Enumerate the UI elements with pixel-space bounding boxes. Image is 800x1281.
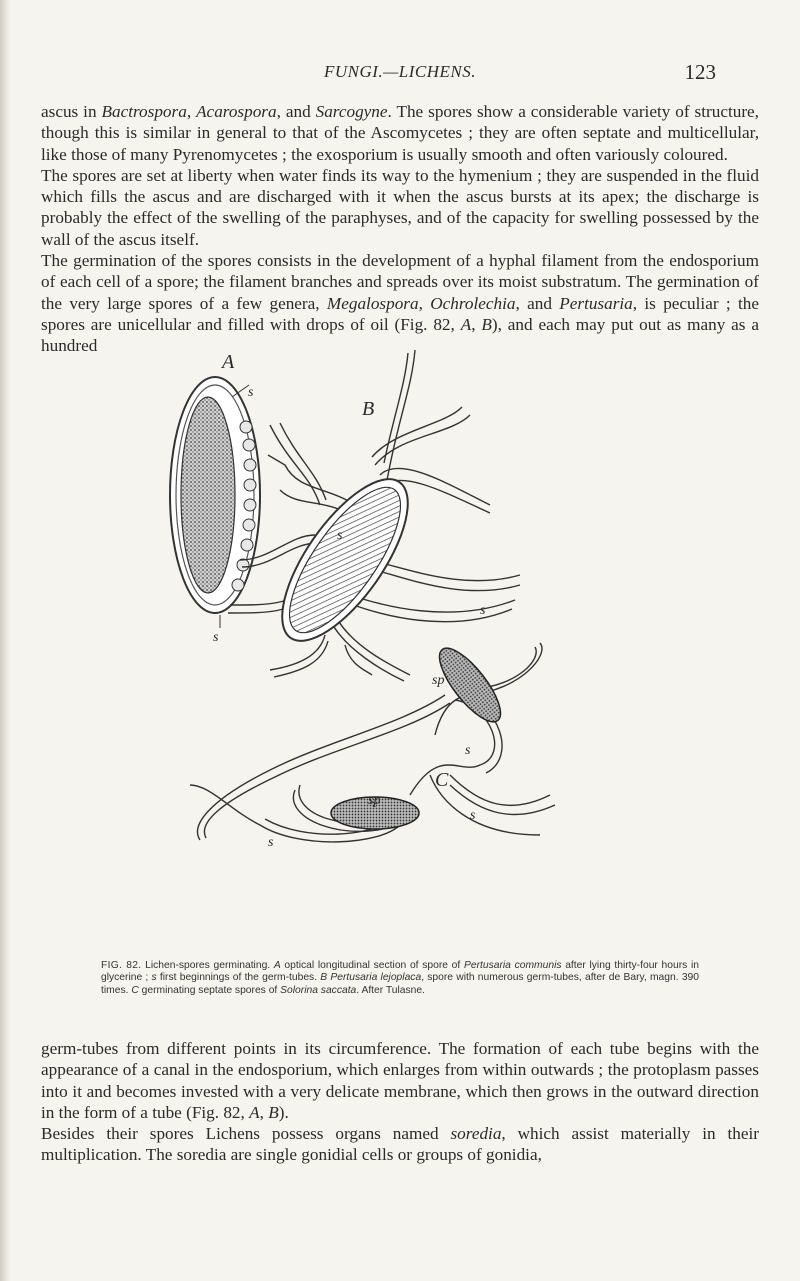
label-c: C xyxy=(435,769,449,791)
spore-a xyxy=(170,377,260,628)
paragraph-ascus-spores: ascus in Bactrospora, Acarospora, and Sarcogyne. The spores show a considerable variety of structure, though this is similar in general to that of the Ascomycetes ; they are often septate and multicellular, like those of many Pyrenomycetes ; the exosporium is usually smooth and often variously coloured. xyxy=(41,102,759,164)
label-a: A xyxy=(222,351,235,373)
spores-c xyxy=(190,640,555,842)
body-text-top xyxy=(41,101,759,357)
label-s-c-upper: s xyxy=(465,743,471,758)
label-s-c-right: s xyxy=(470,808,476,823)
page-number: 123 xyxy=(684,60,716,84)
paragraph-spore-liberation: The spores are set at liberty when water finds its way to the hymenium ; they are suspended in the fluid which fills the ascus and are discharged with it when the ascus bursts at its apex; the discharge is probably the effect of the swelling of the paraphyses, and of the capacity for swelling possessed by the wall of the ascus itself. xyxy=(41,165,759,249)
paragraph-soredia: Besides their spores Lichens possess organs named soredia, which assist materially in their multiplication. The soredia are single gonidial cells or groups of gonidia, xyxy=(41,1124,759,1165)
figure-82-illustration xyxy=(150,345,590,850)
label-sp-lower: sp xyxy=(368,793,381,808)
label-s-c-bottom: s xyxy=(268,835,274,850)
label-b: B xyxy=(362,398,375,420)
body-text-bottom xyxy=(41,1038,759,1166)
figure-caption: FIG. 82. Lichen-spores germinating. A optical longitudinal section of spore of Pertusaria communis after lying thirty-four hours in glycerine ; s first beginnings of the germ-tubes. B Pertusaria lejoplaca, spore with numerous germ-tubes, after de Bary, magn. 390 times. C germinating septate spores of Solorina saccata. After Tulasne. xyxy=(101,960,700,996)
label-s-b-right: s xyxy=(480,603,486,618)
label-sp-upper: sp xyxy=(432,673,445,688)
running-head xyxy=(0,62,800,90)
label-s-b-left: s xyxy=(337,528,343,543)
running-head-title: FUNGI.—LICHENS. xyxy=(323,62,476,81)
paragraph-germination: The germination of the spores consists in the development of a hyphal filament from the endosporium of each cell of a spore; the filament branches and spreads over its moist substratum. The germination of the very large spores of a few genera, Megalospora, Ochrolechia, and Pertusaria, is peculiar ; the spores are unicellular and filled with drops of oil (Fig. 82, A, B), and each may put out as many as a hundred xyxy=(41,251,759,356)
paragraph-germ-tubes: germ-tubes from different points in its circumference. The formation of each tube begins with the appearance of a canal in the endosporium, which enlarges from within outwards ; the protoplasm passes into it and becomes invested with a very delicate membrane, which then grows in the outward direction in the form of a tube (Fig. 82, A, B). xyxy=(41,1039,759,1122)
label-s-a-top: s xyxy=(248,385,254,400)
label-s-a-bottom: s xyxy=(213,630,219,645)
page-gutter xyxy=(0,0,10,1281)
